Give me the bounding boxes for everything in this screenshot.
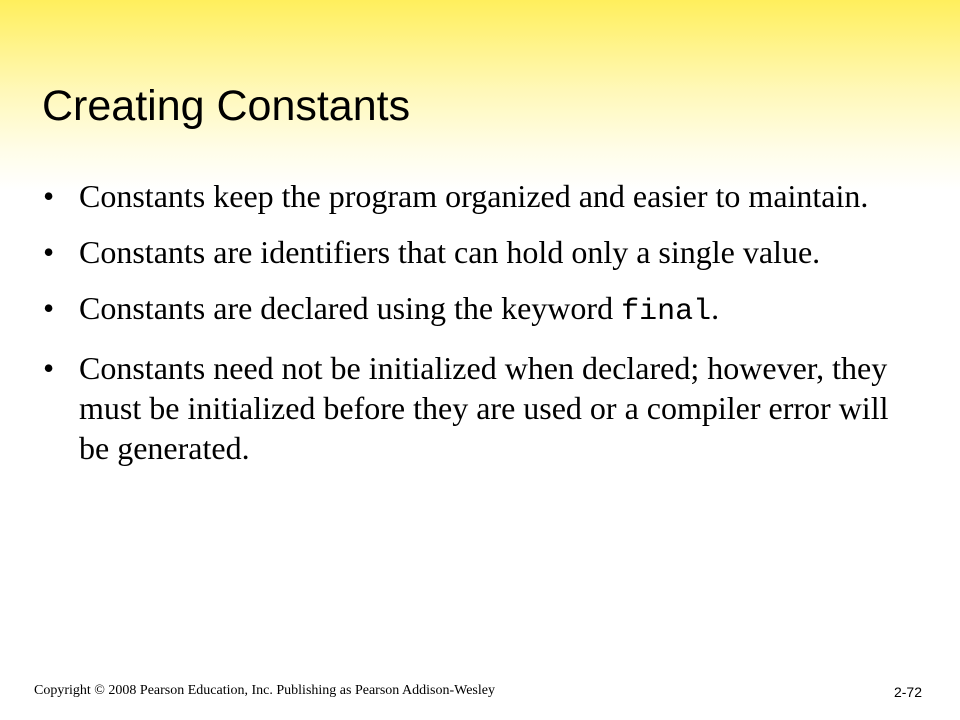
page-number: 2-72 [893, 684, 922, 700]
bullet-text: Constants keep the program organized and easier to maintain. [79, 178, 869, 214]
bullet-item [43, 288, 903, 332]
bullet-item [43, 348, 903, 468]
bullet-item [43, 176, 903, 216]
bullet-text: Constants need not be initialized when declared; however, they must be initialized before they are used or a compiler error will be generated. [79, 350, 889, 466]
bullet-dot: • [43, 178, 55, 214]
bullet-text-end: . [711, 290, 720, 326]
bullet-item [43, 232, 903, 272]
bullet-text: Constants are identifiers that can hold only a single value. [79, 234, 821, 270]
bullet-dot: • [43, 350, 55, 386]
bullet-text: Constants are declared using the keyword [79, 290, 622, 326]
slide-title: Creating Constants [42, 82, 411, 130]
keyword-code: final [621, 295, 712, 329]
footer-copyright: Copyright © 2008 Pearson Education, Inc. Publishing as Pearson Addison-Wesley [34, 683, 495, 698]
bullet-dot: • [43, 290, 55, 326]
bullet-list [43, 176, 903, 484]
bullet-dot: • [43, 234, 55, 270]
